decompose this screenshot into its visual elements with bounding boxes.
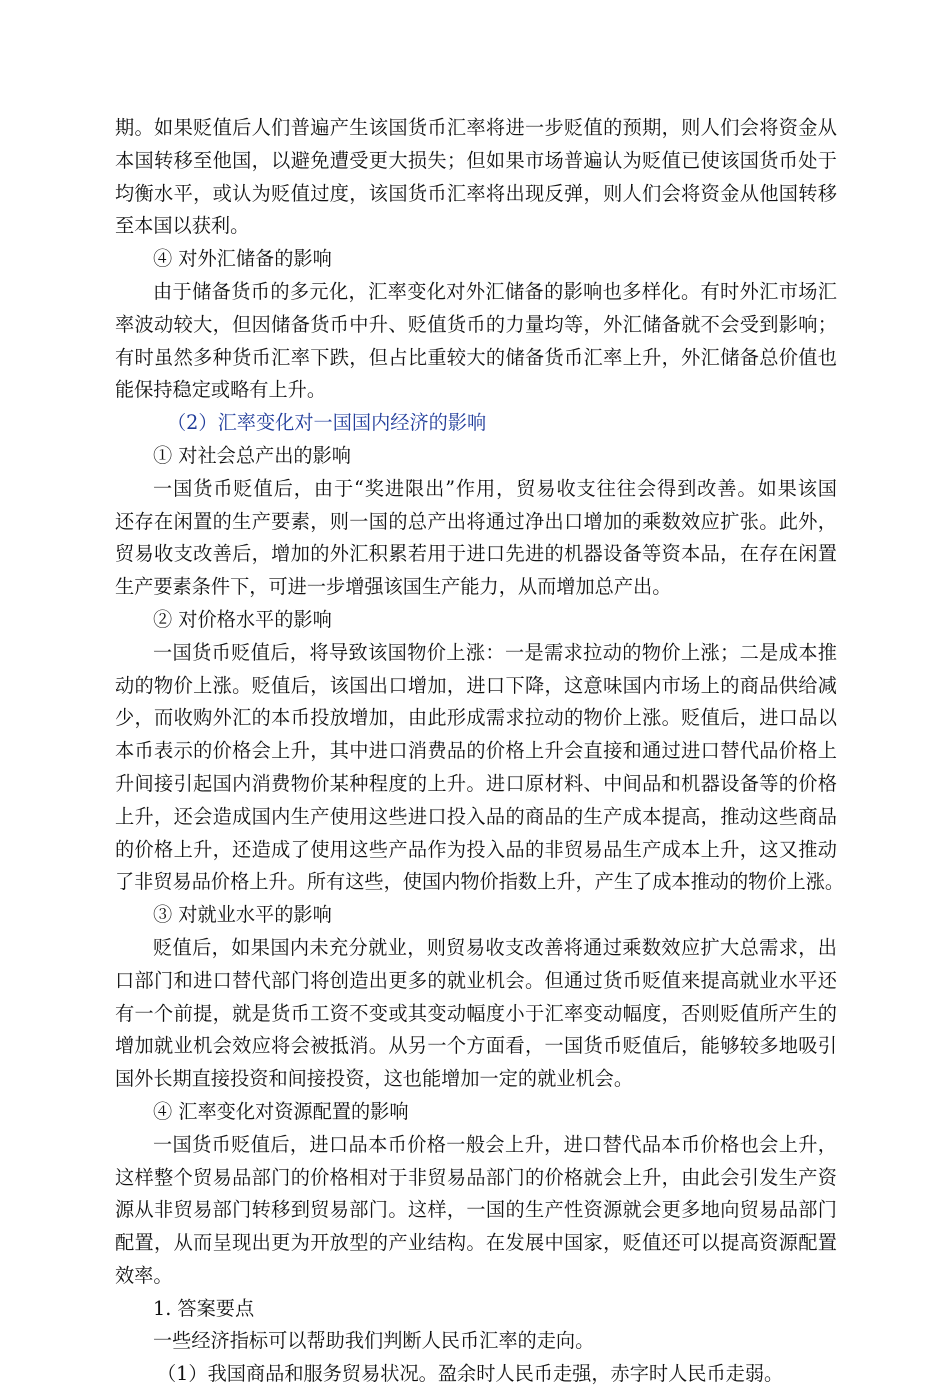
document-body	[115, 112, 845, 1391]
section-heading: 一些经济指标可以帮助我们判断人民币汇率的走向。	[153, 1329, 595, 1353]
paragraph-line: 本国转移至他国，以避免遭受更大损失；但如果市场普遍认为贬值已使该国货币处于	[115, 148, 837, 172]
paragraph-line: 有时虽然多种货币汇率下跌，但占比重较大的储备货币汇率上升，外汇储备总价值也	[115, 345, 837, 369]
paragraph-line: 少，而收购外汇的本币投放增加，由此形成需求拉动的物价上涨。贬值后，进口品以	[115, 706, 837, 730]
section-heading: （2）汇率变化对一国国内经济的影响	[167, 411, 487, 435]
paragraph-line: 一国货币贬值后，进口品本币价格一般会上升，进口替代品本币价格也会上升，	[153, 1132, 837, 1156]
section-heading: ③ 对就业水平的影响	[153, 903, 332, 927]
paragraph-line: 上升，还会造成国内生产使用这些进口投入品的商品的生产成本提高，推动这些商品	[115, 804, 837, 828]
paragraph-line: 升间接引起国内消费物价某种程度的上升。进口原材料、中间品和机器设备等的价格	[115, 771, 837, 795]
paragraph-line: 效率。	[115, 1263, 173, 1287]
paragraph-line: 贸易收支改善后，增加的外汇积累若用于进口先进的机器设备等资本品，在存在闲置	[115, 542, 837, 566]
section-heading: ④ 对外汇储备的影响	[153, 247, 332, 271]
paragraph-line: 率波动较大，但因储备货币中升、贬值货币的力量均等，外汇储备就不会受到影响；	[115, 312, 837, 336]
paragraph-line: 本币表示的价格会上升，其中进口消费品的价格上升会直接和通过进口替代品价格上	[115, 739, 837, 763]
paragraph-line: 一国货币贬值后，将导致该国物价上涨：一是需求拉动的物价上涨；二是成本推	[153, 640, 837, 664]
paragraph-line: 生产要素条件下，可进一步增强该国生产能力，从而增加总产出。	[115, 575, 672, 599]
paragraph-line: 还存在闲置的生产要素，则一国的总产出将通过净出口增加的乘数效应扩张。此外，	[115, 509, 837, 533]
paragraph-line: 配置，从而呈现出更为开放型的产业结构。在发展中国家，贬值还可以提高资源配置	[115, 1231, 837, 1255]
paragraph-line: 增加就业机会效应将会被抵消。从另一个方面看，一国货币贬值后，能够较多地吸引	[115, 1034, 837, 1058]
paragraph-line: 的价格上升，还造成了使用这些产品作为投入品的非贸易品生产成本上升，这又推动	[115, 837, 837, 861]
section-heading: ④ 汇率变化对资源配置的影响	[153, 1099, 409, 1123]
paragraph-line: 源从非贸易部门转移到贸易部门。这样，一国的生产性资源就会更多地向贸易品部门	[115, 1198, 837, 1222]
paragraph-line: 国外长期直接投资和间接投资，这也能增加一定的就业机会。	[115, 1067, 634, 1091]
paragraph-line: 至本国以获利。	[115, 214, 250, 238]
paragraph-line: 能保持稳定或略有上升。	[115, 378, 327, 402]
section-heading: ① 对社会总产出的影响	[153, 443, 351, 467]
paragraph-line: 期。如果贬值后人们普遍产生该国货币汇率将进一步贬值的预期，则人们会将资金从	[115, 116, 837, 139]
paragraph-line: 均衡水平，或认为贬值过度，该国货币汇率将出现反弹，则人们会将资金从他国转移	[115, 181, 837, 205]
section-heading: 1. 答案要点	[153, 1296, 255, 1320]
paragraph-line: 了非贸易品价格上升。所有这些，使国内物价指数上升，产生了成本推动的物价上涨。	[115, 870, 845, 894]
paragraph-line: 一国货币贬值后，由于“奖进限出”作用，贸易收支往往会得到改善。如果该国	[153, 476, 837, 500]
paragraph-line: 这样整个贸易品部门的价格相对于非贸易品部门的价格就会上升，由此会引发生产资	[115, 1165, 837, 1189]
paragraph-line: （1）我国商品和服务贸易状况。盈余时人民币走强，赤字时人民币走弱。	[157, 1362, 784, 1386]
paragraph-line: 有一个前提，就是货币工资不变或其变动幅度小于汇率变动幅度，否则贬值所产生的	[115, 1001, 837, 1025]
paragraph-line: 由于储备货币的多元化，汇率变化对外汇储备的影响也多样化。有时外汇市场汇	[153, 279, 837, 303]
paragraph-line: 动的物价上涨。贬值后，该国出口增加，进口下降，这意味国内市场上的商品供给减	[115, 673, 837, 697]
paragraph-line: 贬值后，如果国内未充分就业，则贸易收支改善将通过乘数效应扩大总需求，出	[153, 935, 837, 959]
section-heading: ② 对价格水平的影响	[153, 607, 332, 631]
paragraph-line: 口部门和进口替代部门将创造出更多的就业机会。但通过货币贬值来提高就业水平还	[115, 968, 837, 992]
